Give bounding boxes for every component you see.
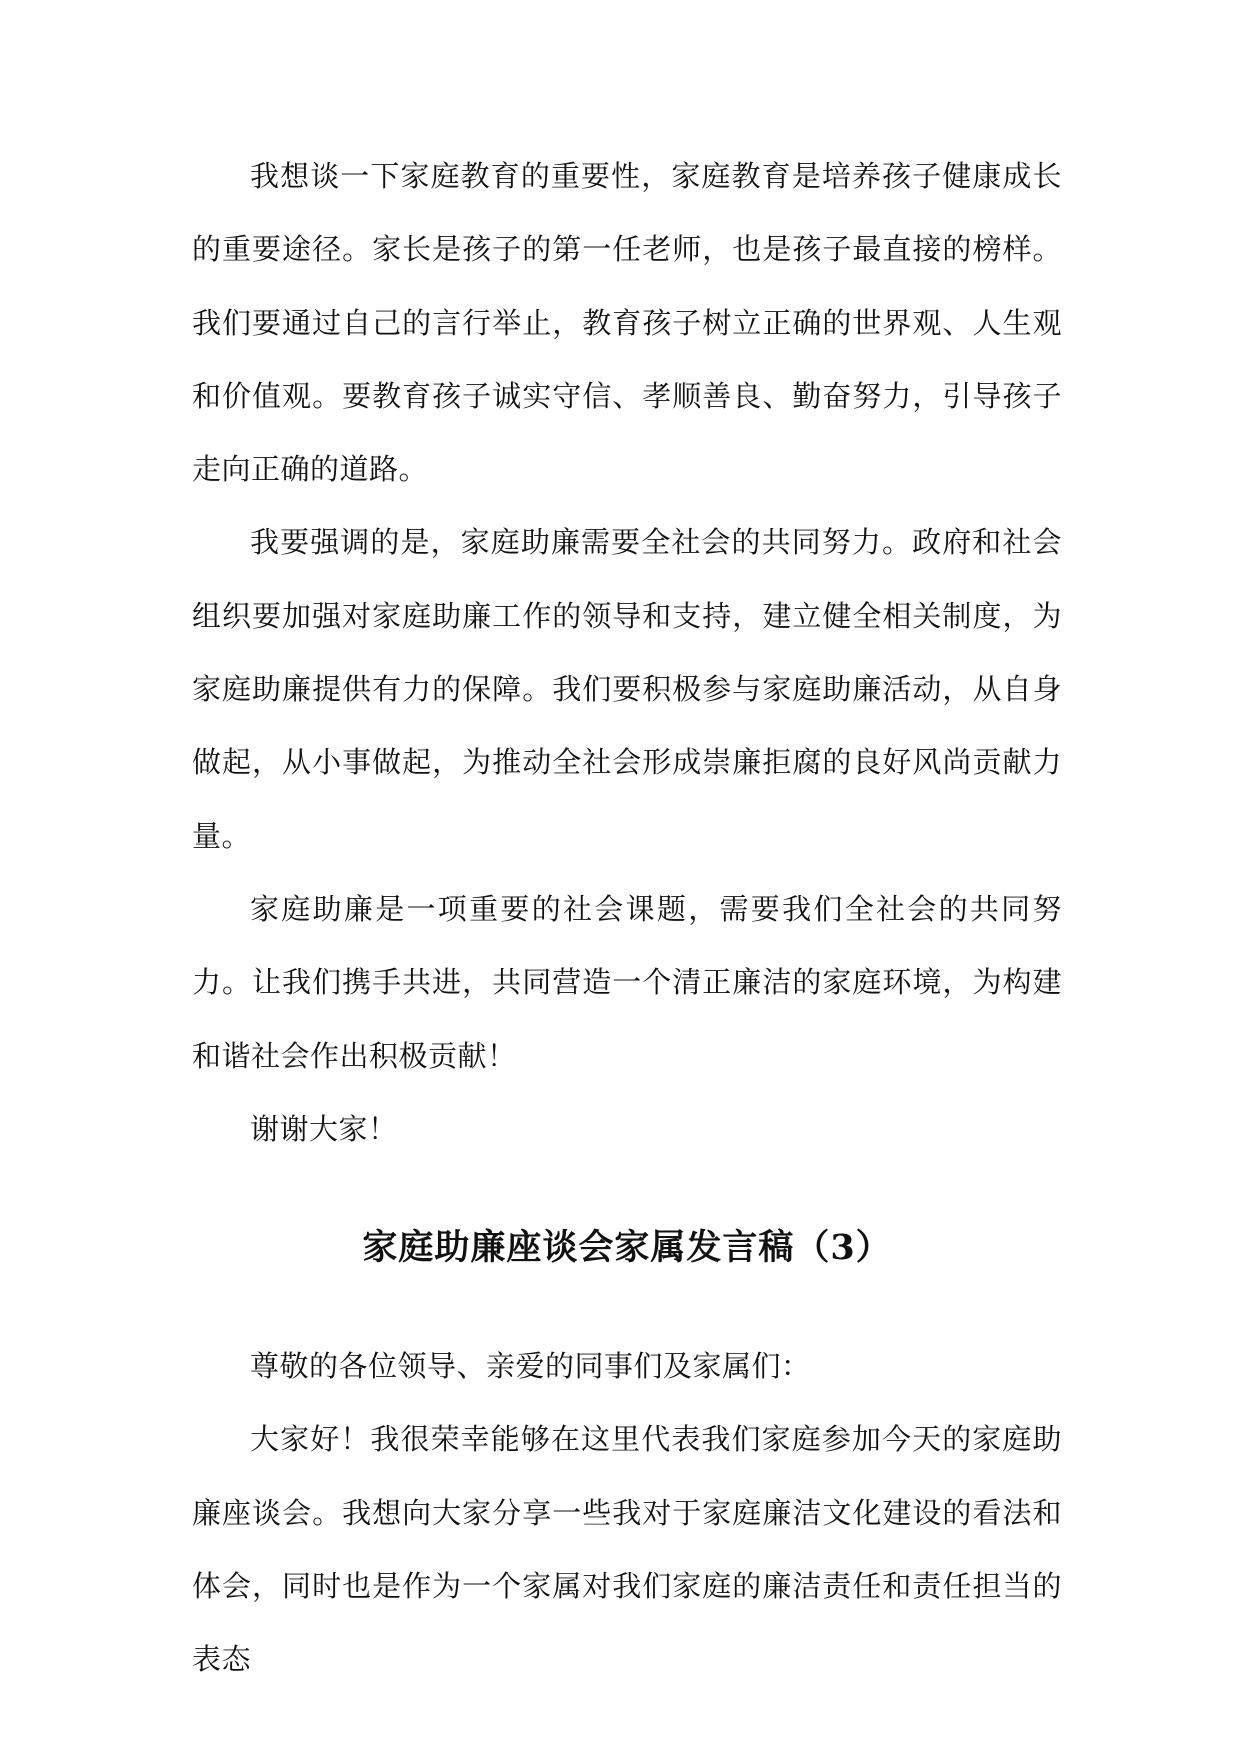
paragraph-thanks: 谢谢大家！	[250, 1111, 398, 1146]
paragraph-salutation: 尊敬的各位领导、亲爱的同事们及家属们：	[250, 1349, 811, 1384]
section-title: 家庭助廉座谈会家属发言稿（3）	[362, 1227, 892, 1269]
paragraph-family-education: 我想谈一下家庭教育的重要性，家庭教育是培养孩子健康成长的重要途径。家长是孩子的第一任老师，也是孩子最直接的榜样。我们要通过自己的言行举止，教育孩子树立正确的世界观、人生观和价值观。要教育孩子诚实守信、孝顺善良、勤奋努力，引导孩子走向正确的道路。	[192, 159, 1062, 487]
document-body	[192, 140, 1062, 1697]
paragraph-greeting: 大家好！我很荣幸能够在这里代表我们家庭参加今天的家庭助廉座谈会。我想向大家分享一些我对于家庭廉洁文化建设的看法和体会，同时也是作为一个家属对我们家庭的廉洁责任和责任担当的表态	[192, 1422, 1062, 1677]
paragraph-conclusion: 家庭助廉是一项重要的社会课题，需要我们全社会的共同努力。让我们携手共进，共同营造一个清正廉洁的家庭环境，为构建和谐社会作出积极贡献！	[192, 891, 1062, 1073]
paragraph-society-effort: 我要强调的是，家庭助廉需要全社会的共同努力。政府和社会组织要加强对家庭助廉工作的领导和支持，建立健全相关制度，为家庭助廉提供有力的保障。我们要积极参与家庭助廉活动，从自身做起，从小事做起，为推动全社会形成崇廉拒腐的良好风尚贡献力量。	[192, 525, 1062, 853]
